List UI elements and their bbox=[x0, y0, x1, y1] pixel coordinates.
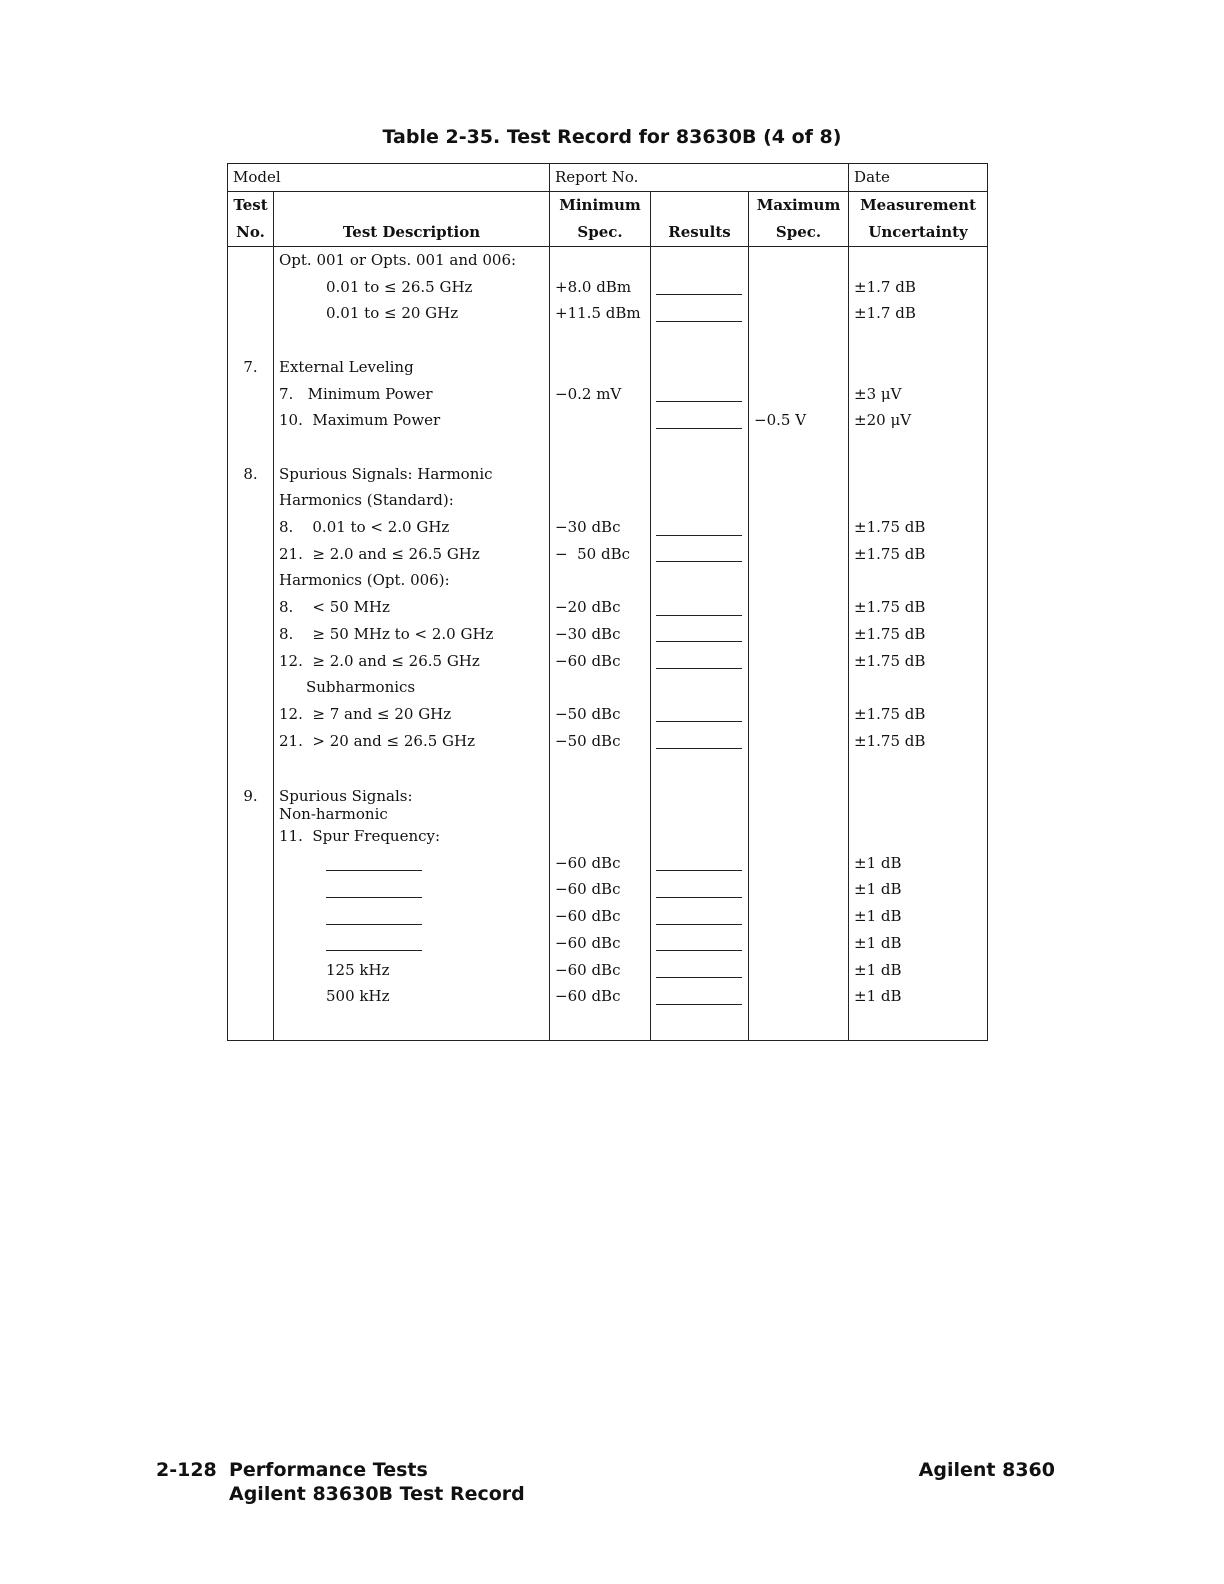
row-uncertainty: ±1.75 dB bbox=[849, 648, 988, 675]
result-entry-blank[interactable] bbox=[656, 414, 742, 429]
spacer-row bbox=[228, 754, 988, 781]
result-entry-blank[interactable] bbox=[656, 307, 742, 322]
table-row bbox=[228, 621, 988, 648]
row-min-spec: −60 dBc bbox=[550, 957, 651, 984]
footer-subsection: Agilent 83630B Test Record bbox=[229, 1483, 525, 1505]
table-row bbox=[228, 983, 988, 1010]
report-number-field: Report No. bbox=[550, 164, 849, 192]
table-row bbox=[228, 781, 988, 823]
table-row bbox=[228, 850, 988, 877]
result-entry-blank[interactable] bbox=[656, 627, 742, 642]
table-row bbox=[228, 823, 988, 850]
row-min-spec: −30 dBc bbox=[550, 621, 651, 648]
test-record-table bbox=[227, 163, 988, 1041]
row-uncertainty: ±1.75 dB bbox=[849, 594, 988, 621]
row-min-spec: −0.2 mV bbox=[550, 381, 651, 408]
header-fields-row bbox=[228, 164, 988, 192]
row-uncertainty: ±1 dB bbox=[849, 850, 988, 877]
col-desc-header-spacer bbox=[274, 192, 550, 220]
col-uncertainty-header: Measurement bbox=[849, 192, 988, 220]
row-uncertainty: ±1.75 dB bbox=[849, 728, 988, 755]
row-desc-line-1: Spurious Signals: bbox=[279, 787, 413, 806]
row-min-spec: − 50 dBc bbox=[550, 541, 651, 568]
row-min-spec: −60 dBc bbox=[550, 903, 651, 930]
result-entry-blank[interactable] bbox=[656, 910, 742, 925]
row-uncertainty: ±1 dB bbox=[849, 903, 988, 930]
row-desc: 12. ≥ 7 and ≤ 20 GHz bbox=[274, 701, 550, 728]
col-max-spec-header: Maximum bbox=[749, 192, 849, 220]
row-desc: 21. > 20 and ≤ 26.5 GHz bbox=[274, 728, 550, 755]
row-desc: 10. Maximum Power bbox=[274, 407, 550, 434]
row-max-spec: −0.5 V bbox=[749, 407, 849, 434]
table-row bbox=[228, 567, 988, 594]
row-min-spec: −50 dBc bbox=[550, 728, 651, 755]
spacer-row bbox=[228, 327, 988, 354]
row-uncertainty: ±1.75 dB bbox=[849, 514, 988, 541]
row-desc: 12. ≥ 2.0 and ≤ 26.5 GHz bbox=[274, 648, 550, 675]
row-uncertainty: ±1.75 dB bbox=[849, 701, 988, 728]
table-row bbox=[228, 354, 988, 381]
result-entry-blank[interactable] bbox=[656, 280, 742, 295]
result-entry-blank[interactable] bbox=[656, 856, 742, 871]
col-desc-header: Test Description bbox=[274, 219, 550, 247]
row-uncertainty: ±1 dB bbox=[849, 957, 988, 984]
table-row bbox=[228, 674, 988, 701]
row-uncertainty: ±1.7 dB bbox=[849, 300, 988, 327]
result-entry-blank[interactable] bbox=[656, 734, 742, 749]
result-entry-blank[interactable] bbox=[656, 547, 742, 562]
result-entry-blank[interactable] bbox=[656, 963, 742, 978]
table-row bbox=[228, 541, 988, 568]
result-entry-blank[interactable] bbox=[656, 601, 742, 616]
table-row bbox=[228, 903, 988, 930]
table-row bbox=[228, 930, 988, 957]
row-uncertainty: ±3 μV bbox=[849, 381, 988, 408]
row-min-spec: +8.0 dBm bbox=[550, 274, 651, 301]
row-desc-multiline bbox=[274, 781, 550, 823]
row-desc: Subharmonics bbox=[274, 674, 550, 701]
footer-product: Agilent 8360 bbox=[918, 1459, 1055, 1481]
table-row bbox=[228, 957, 988, 984]
column-header-row-2 bbox=[228, 219, 988, 247]
spur-frequency-blank[interactable] bbox=[326, 910, 422, 925]
row-test-no: 8. bbox=[228, 461, 274, 488]
row-uncertainty: ±1.75 dB bbox=[849, 541, 988, 568]
col-max-spec-header-2: Spec. bbox=[749, 219, 849, 247]
spacer-row bbox=[228, 434, 988, 461]
table-row bbox=[228, 487, 988, 514]
row-desc: 11. Spur Frequency: bbox=[274, 823, 550, 850]
table-row bbox=[228, 274, 988, 301]
row-desc: 7. Minimum Power bbox=[274, 381, 550, 408]
row-min-spec: −30 dBc bbox=[550, 514, 651, 541]
result-entry-blank[interactable] bbox=[656, 521, 742, 536]
col-results-header-spacer bbox=[651, 192, 749, 220]
col-min-spec-header: Minimum bbox=[550, 192, 651, 220]
row-desc: 0.01 to ≤ 20 GHz bbox=[274, 300, 550, 327]
row-desc: Harmonics (Opt. 006): bbox=[274, 567, 550, 594]
table-row bbox=[228, 381, 988, 408]
table-row bbox=[228, 514, 988, 541]
table-row bbox=[228, 247, 988, 274]
table-row bbox=[228, 461, 988, 488]
row-test-no: 9. bbox=[228, 781, 274, 823]
row-min-spec: −60 dBc bbox=[550, 930, 651, 957]
spur-frequency-blank[interactable] bbox=[326, 856, 422, 871]
row-min-spec: −60 dBc bbox=[550, 983, 651, 1010]
result-entry-blank[interactable] bbox=[656, 654, 742, 669]
table-row bbox=[228, 728, 988, 755]
footer-section: Performance Tests bbox=[229, 1459, 428, 1481]
table-row bbox=[228, 648, 988, 675]
row-min-spec: +11.5 dBm bbox=[550, 300, 651, 327]
row-min-spec: −20 dBc bbox=[550, 594, 651, 621]
row-test-no: 7. bbox=[228, 354, 274, 381]
spur-frequency-blank[interactable] bbox=[326, 883, 422, 898]
result-entry-blank[interactable] bbox=[656, 387, 742, 402]
result-entry-blank[interactable] bbox=[656, 990, 742, 1005]
result-entry-blank[interactable] bbox=[656, 936, 742, 951]
row-desc: External Leveling bbox=[274, 354, 550, 381]
row-uncertainty: ±20 μV bbox=[849, 407, 988, 434]
row-desc: 125 kHz bbox=[274, 957, 550, 984]
row-desc: 8. ≥ 50 MHz to < 2.0 GHz bbox=[274, 621, 550, 648]
row-min-spec: −60 dBc bbox=[550, 850, 651, 877]
row-uncertainty: ±1 dB bbox=[849, 983, 988, 1010]
row-uncertainty: ±1.75 dB bbox=[849, 621, 988, 648]
spur-frequency-blank[interactable] bbox=[326, 936, 422, 951]
col-test-no-header: Test bbox=[228, 192, 274, 220]
result-entry-blank[interactable] bbox=[656, 707, 742, 722]
row-desc: Opt. 001 or Opts. 001 and 006: bbox=[274, 247, 550, 274]
col-test-no-header-2: No. bbox=[228, 219, 274, 247]
date-field: Date bbox=[849, 164, 988, 192]
spacer-row bbox=[228, 1010, 988, 1041]
row-uncertainty: ±1 dB bbox=[849, 876, 988, 903]
row-desc: Spurious Signals: Harmonic bbox=[274, 461, 550, 488]
table-row bbox=[228, 594, 988, 621]
table-row bbox=[228, 407, 988, 434]
table-title: Table 2-35. Test Record for 83630B (4 of 8) bbox=[382, 126, 842, 148]
row-desc: 8. < 50 MHz bbox=[274, 594, 550, 621]
col-min-spec-header-2: Spec. bbox=[550, 219, 651, 247]
col-uncertainty-header-2: Uncertainty bbox=[849, 219, 988, 247]
row-desc: 0.01 to ≤ 26.5 GHz bbox=[274, 274, 550, 301]
row-desc: 500 kHz bbox=[274, 983, 550, 1010]
table-row bbox=[228, 300, 988, 327]
table-row bbox=[228, 701, 988, 728]
row-desc: 21. ≥ 2.0 and ≤ 26.5 GHz bbox=[274, 541, 550, 568]
model-field: Model bbox=[228, 164, 550, 192]
column-header-row bbox=[228, 192, 988, 220]
row-min-spec: −50 dBc bbox=[550, 701, 651, 728]
row-min-spec: −60 dBc bbox=[550, 648, 651, 675]
col-results-header: Results bbox=[651, 219, 749, 247]
row-uncertainty: ±1 dB bbox=[849, 930, 988, 957]
row-desc-line-2: Non-harmonic bbox=[279, 805, 388, 824]
row-min-spec: −60 dBc bbox=[550, 876, 651, 903]
result-entry-blank[interactable] bbox=[656, 883, 742, 898]
row-uncertainty: ±1.7 dB bbox=[849, 274, 988, 301]
table-row bbox=[228, 876, 988, 903]
row-desc: Harmonics (Standard): bbox=[274, 487, 550, 514]
row-desc: 8. 0.01 to < 2.0 GHz bbox=[274, 514, 550, 541]
footer-page-number: 2-128 bbox=[156, 1459, 217, 1481]
